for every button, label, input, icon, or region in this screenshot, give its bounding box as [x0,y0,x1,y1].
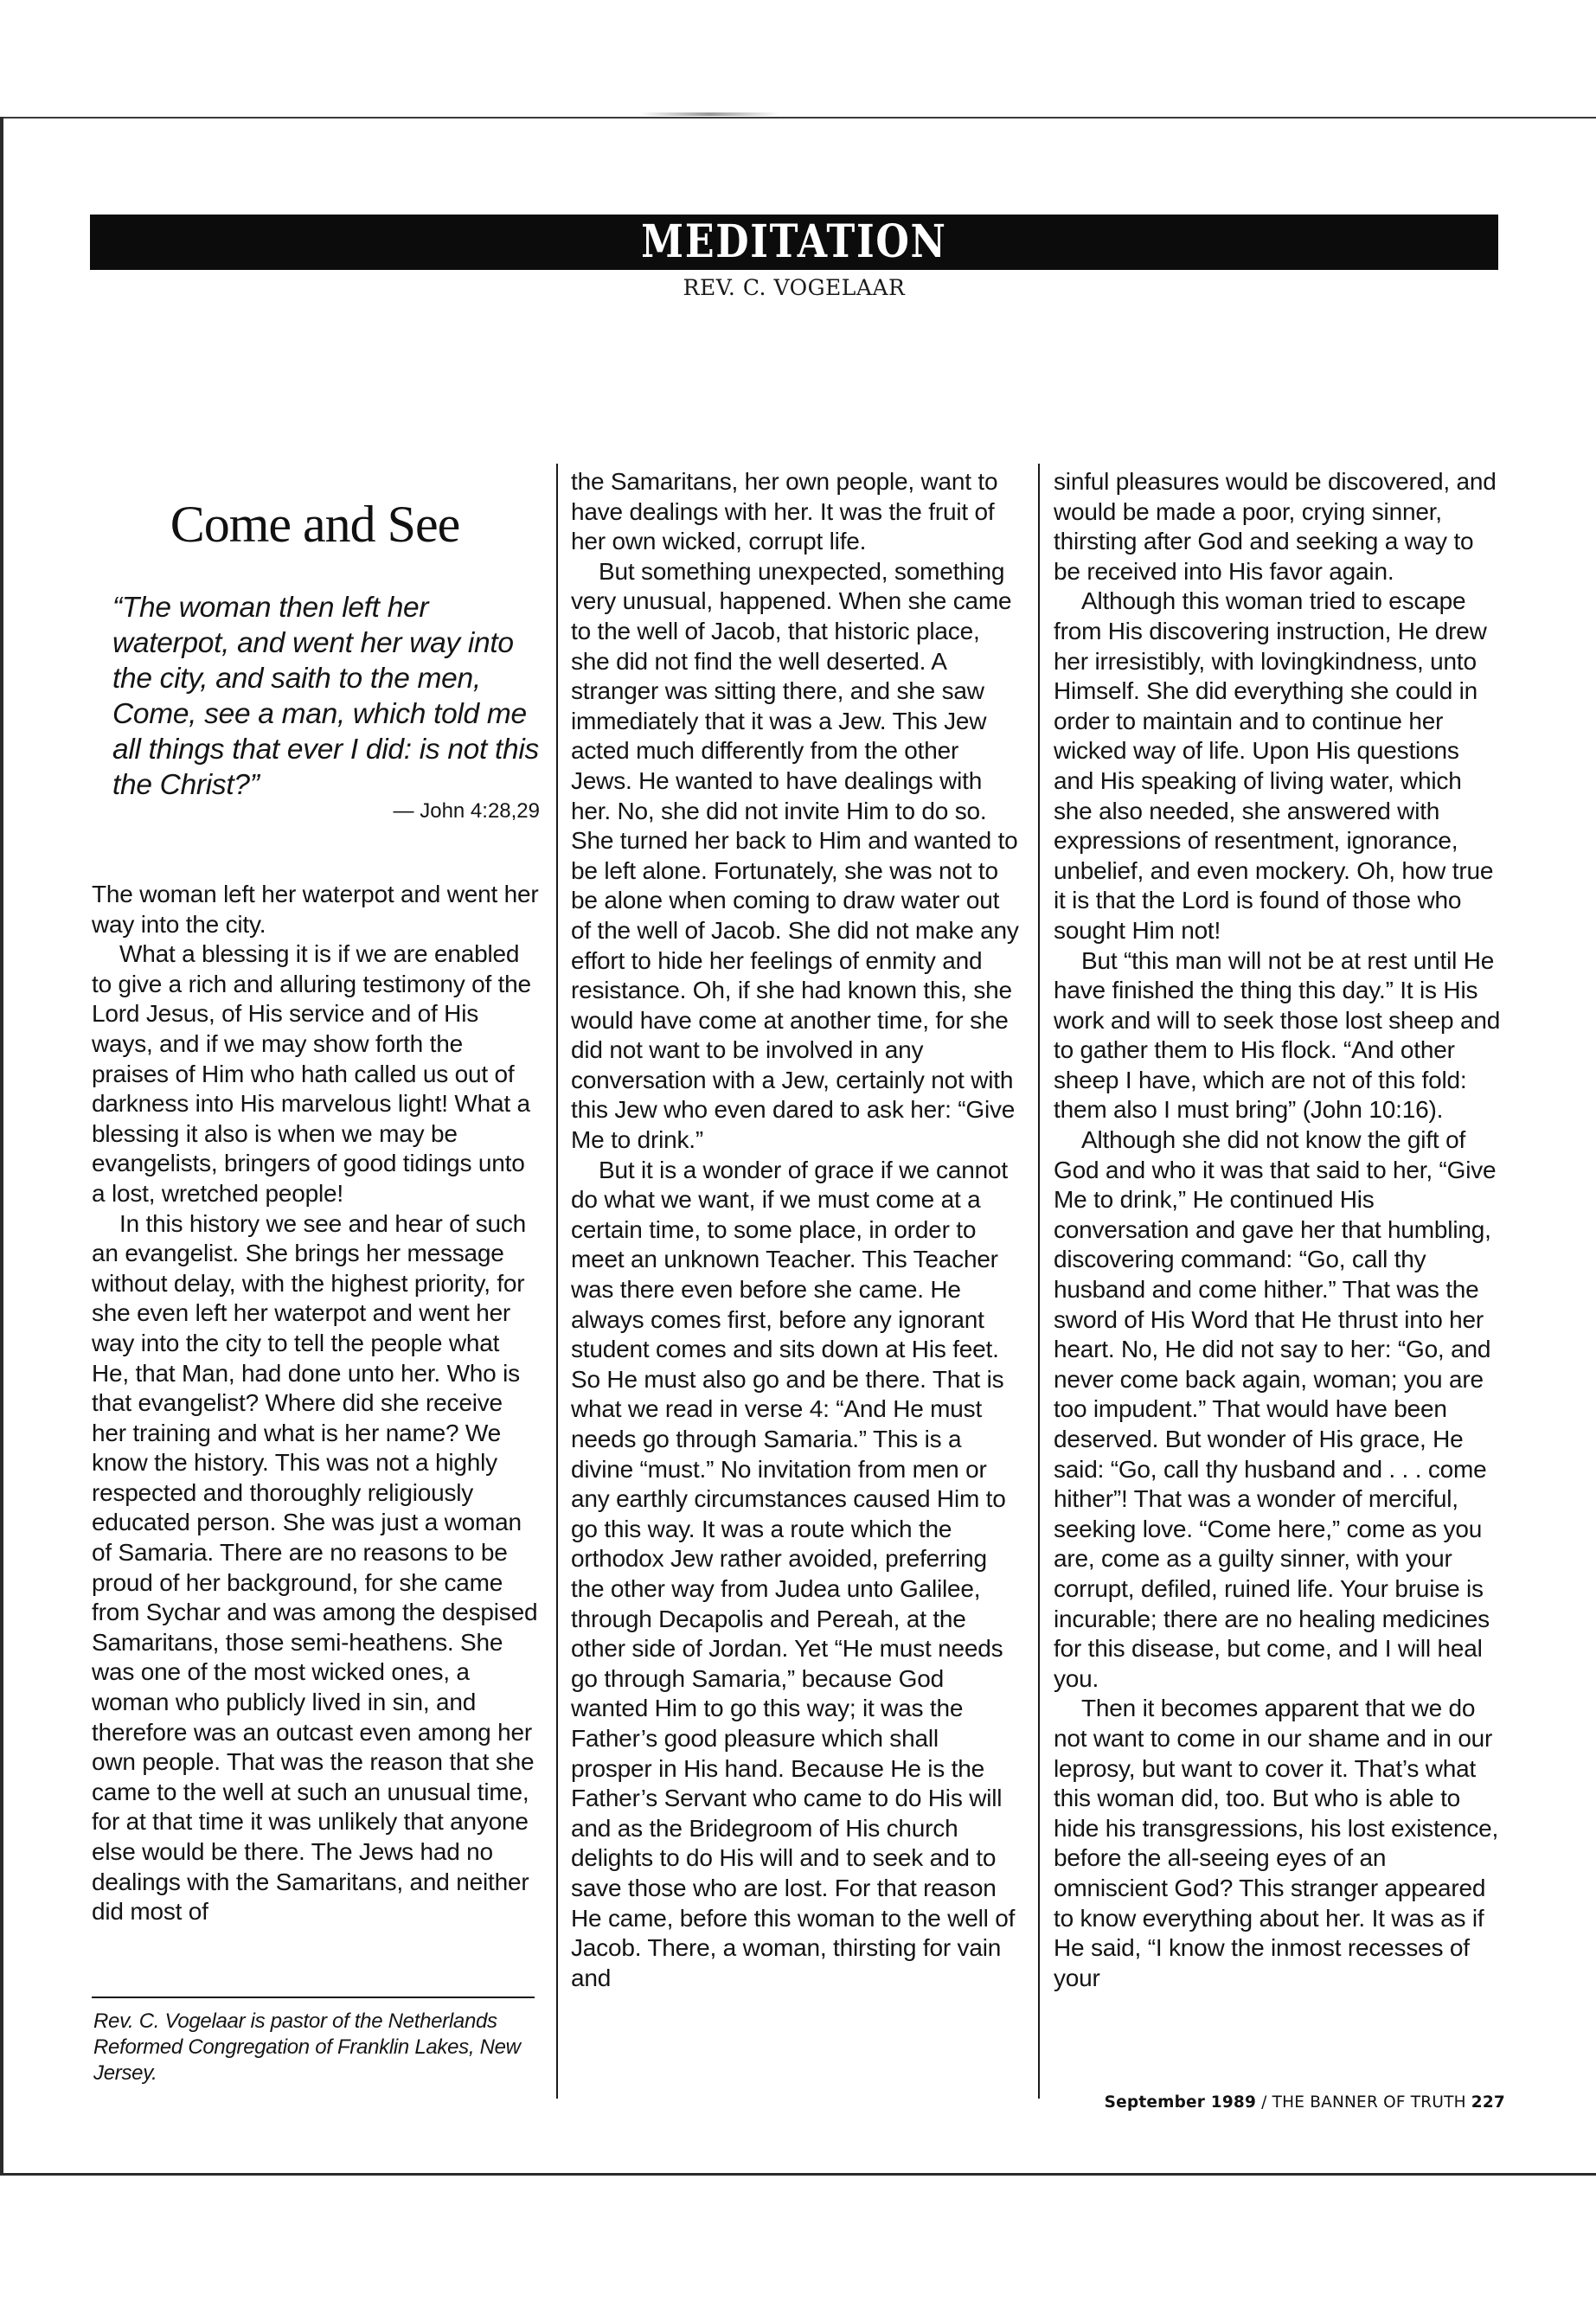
author-footnote: Rev. C. Vogelaar is pastor of the Netherlands Reformed Congregation of Franklin Lakes, New Jersey. [93,2009,521,2085]
column-divider [1038,464,1040,2099]
page-footer [1073,2093,1505,2112]
publication-name: THE BANNER OF TRUTH [1272,2093,1466,2112]
section-banner-label: MEDITATION [641,215,947,268]
text-column-1 [92,880,542,1978]
epigraph-citation: — John 4:28,29 [393,799,540,823]
folio-separator: / [1256,2093,1272,2112]
paragraph: The woman left her waterpot and went her way into the city. [92,881,539,938]
paragraph: But it is a wonder of grace if we cannot do what we want, if we must come at a certain time, to some place, in order to meet an unknown Teacher. This Teacher was there even before she came. He always comes first, before any ignorant student comes and sits down at His feet. So He must also go and be there. That is what we read in verse 4: “And He must needs go through Samaria.” This is a divine “must.” No invitation from men or any earthly circumstances caused Him to go this way. It was a route which the orthodox Jew rather avoided, preferring the other way from Judea unto Galilee, through Decapolis and Pereah, at the other side of Jordan. Yet “He must needs go through Samaria,” because God wanted Him to go this way; it was the Father’s good pleasure which shall prosper in His hand. Because He is the Father’s Servant who came to do His will and as the Bridegroom of His church delights to do His will and to seek and to save those who are lost. For that reason He came, before this woman to the well of Jacob. There, a woman, thirsting for vain and [571,1156,1016,1991]
epigraph-quote: “The woman then left her waterpot, and went her way into the city, and saith to the men, Come, see a man, which told me all things that ever I did: is not this the Christ?” [112,592,539,801]
paragraph: Although this woman tried to escape from His discovering instruction, He drew her irresistibly, with lovingkindness, unto Himself. She did everything she could in order to maintain and to continue her wicked way of life. Upon His questions and His speaking of living water, which she also needed, she answered with expressions of resentment, ignorance, unbelief, and even mockery. Oh, how true it is that the Lord is found of those who sought Him not! [1054,587,1494,944]
paragraph: the Samaritans, her own people, want to have dealings with her. It was the fruit of her own wicked, corrupt life. [571,468,998,555]
paragraph: Then it becomes apparent that we do not want to come in our shame and in our leprosy, but want to cover it. That’s what this woman did, too. But who is able to hide his transgressions, his lost existence, before the all-seeing eyes of an omniscient God? This stranger appeared to know everything about her. It was as if He said, “I know the inmost recesses of your [1054,1695,1499,1991]
paragraph: Although she did not know the gift of God and who it was that said to her, “Give Me to drink,” He continued His conversation and gave her that humbling, discovering command: “Go, call thy husband and come hither.” That was the sword of His Word that He thrust into her heart. No, He did not say to her: “Go, and never come back again, woman; you are too impudent.” That would have been deserved. But wonder of His grace, He said: “Go, call thy husband and . . . come hither”! That was a wonder of merciful, seeking love. “Come here,” come as you are, come as a guilty sinner, with your corrupt, defiled, ruined life. Your bruise is incurable; there are no healing medicines for this disease, but come, and I will heal you. [1054,1126,1497,1692]
scan-edge-bottom [0,2173,1596,2176]
paragraph: sinful pleasures would be discovered, and would be made a poor, crying sinner, thirsting after God and seeking a way to be received into His favor again. [1054,468,1497,585]
section-banner [90,215,1498,270]
author-byline: REV. C. VOGELAAR [683,275,906,300]
page-number: 227 [1471,2093,1505,2112]
paragraph: But “this man will not be at rest until He have finished the thing this day.” It is His work and will to seek those lost sheep and to gather them to His flock. “And other sheep I have, which are not of this fold: them also I must bring” (John 10:16). [1054,946,1501,1124]
text-column-3 [1054,467,1505,2098]
issue-date: September 1989 [1104,2093,1257,2112]
scan-edge-left [0,117,3,2176]
text-column-2 [571,467,1021,2098]
scan-edge-top [0,117,1596,119]
article-title: Come and See [170,496,460,553]
paragraph: In this history we see and hear of such an evangelist. She brings her message without delay, with the highest priority, for she even left her waterpot and went her way into the city to tell the people what He, that Man, had done unto her. Who is that evangelist? Where did she receive her training and what is her name? We know the history. This was not a highly respected and thoroughly religiously educated person. She was just a woman of Samaria. There are no reasons to be proud of her background, for she came from Sychar and was among the despised Samaritans, those semi-heathens. She was one of the most wicked ones, a woman who publicly lived in sin, and therefore was an outcast even among her own people. That was the reason that she came to the well at such an unusual time, for at that time it was unlikely that anyone else would be there. The Jews had no dealings with the Samaritans, and neither did most of [92,1209,538,1926]
paragraph: What a blessing it is if we are enabled to give a rich and alluring testimony of the Lord Jesus, of His service and of His ways, and if we may show forth the praises of Him who hath called us out of darkness into His marvelous light! What a blessing it also is when we may be evangelists, bringers of good tidings unto a lost, wretched people! [92,940,531,1207]
column-divider [556,464,558,2099]
paragraph: But something unexpected, something very unusual, happened. When she came to the well of Jacob, that historic place, she did not find the well deserted. A stranger was sitting there, and she saw immediately that it was a Jew. This Jew acted much differently from the other Jews. He wanted to have dealings with her. No, she did not invite Him to do so. She turned her back to Him and wanted to be left alone. Fortunately, she was not to be alone when coming to draw water out of the well of Jacob. She did not make any effort to hide her feelings of enmity and resistance. Oh, if she had known this, she would have come at another time, for she did not want to be involved in any conversation with a Jew, certainly not with this Jew who even dared to ask her: “Give Me to drink.” [571,557,1019,1154]
footnote-rule [92,1997,535,1998]
scan-smudge [640,112,779,116]
